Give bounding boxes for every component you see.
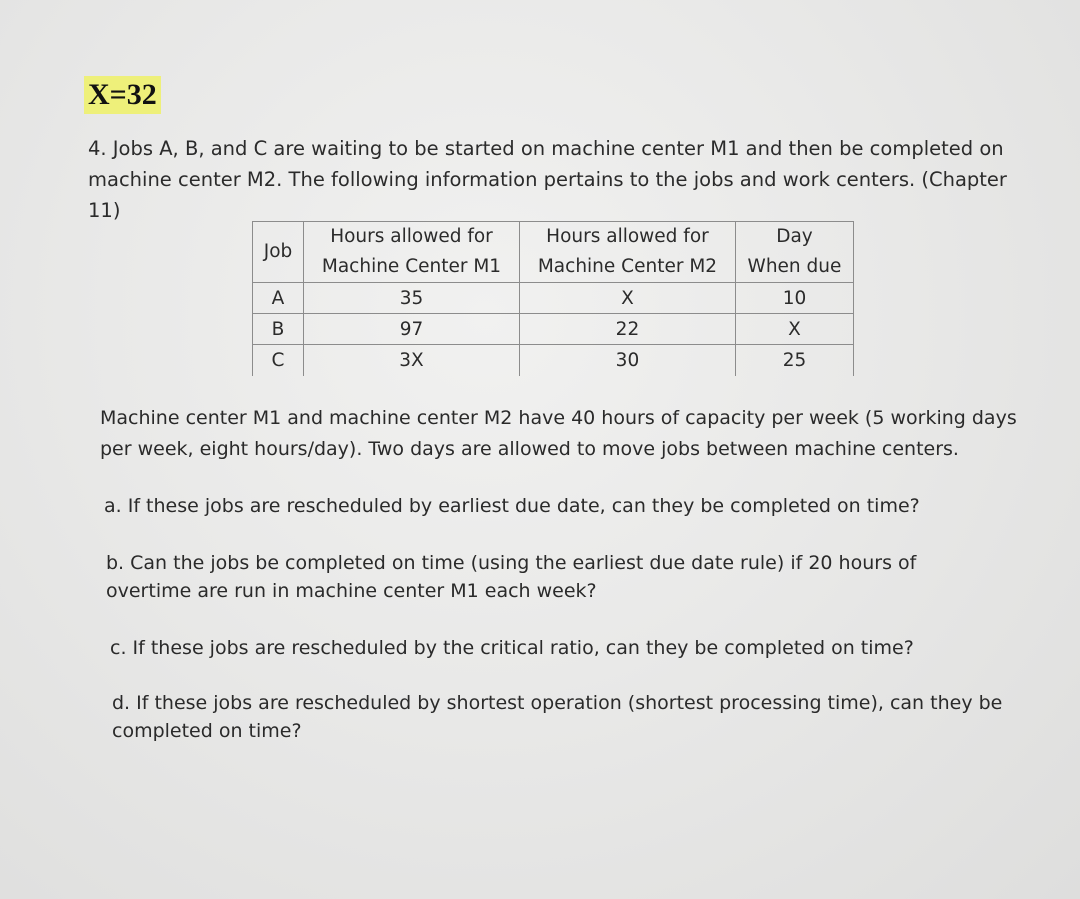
question-part-d: d. If these jobs are rescheduled by shortest operation (shortest processing time), can they be completed on time? xyxy=(112,692,1003,742)
cell-due-day: 10 xyxy=(735,283,853,314)
header-job: Job xyxy=(253,222,304,283)
table-header-row xyxy=(253,222,854,283)
question-part-a: a. If these jobs are rescheduled by earliest due date, can they be completed on time? xyxy=(104,495,920,517)
table-row xyxy=(253,283,854,314)
table-row xyxy=(253,345,854,376)
question-part-b: b. Can the jobs be completed on time (using the earliest due date rule) if 20 hours of overtime are run in machine center M1 each week? xyxy=(106,552,917,602)
cell-m1-hours: 35 xyxy=(304,283,520,314)
question-part-c: c. If these jobs are rescheduled by the critical ratio, can they be completed on time? xyxy=(110,637,914,659)
cell-job: A xyxy=(253,283,304,314)
table-row xyxy=(253,314,854,345)
header-m1-hours: Hours allowed for Machine Center M1 xyxy=(304,222,520,283)
header-m2-hours: Hours allowed for Machine Center M2 xyxy=(519,222,735,283)
capacity-note: Machine center M1 and machine center M2 have 40 hours of capacity per week (5 working days per week, eight hours/day). Two days are allowed to move jobs between machine centers. xyxy=(100,407,1017,460)
cell-m1-hours: 97 xyxy=(304,314,520,345)
cell-m2-hours: X xyxy=(519,283,735,314)
cell-due-day: X xyxy=(735,314,853,345)
header-due-day: Day When due xyxy=(735,222,853,283)
cell-job: B xyxy=(253,314,304,345)
question-intro: 4. Jobs A, B, and C are waiting to be started on machine center M1 and then be completed on machine center M2. The following information pertains to the jobs and work centers. (Chapter 11) xyxy=(88,137,1007,222)
cell-job: C xyxy=(253,345,304,376)
cell-m1-hours: 3X xyxy=(304,345,520,376)
cell-due-day: 25 xyxy=(735,345,853,376)
jobs-table xyxy=(252,221,854,376)
cell-m2-hours: 22 xyxy=(519,314,735,345)
cell-m2-hours: 30 xyxy=(519,345,735,376)
x-value-label: X=32 xyxy=(84,76,161,114)
